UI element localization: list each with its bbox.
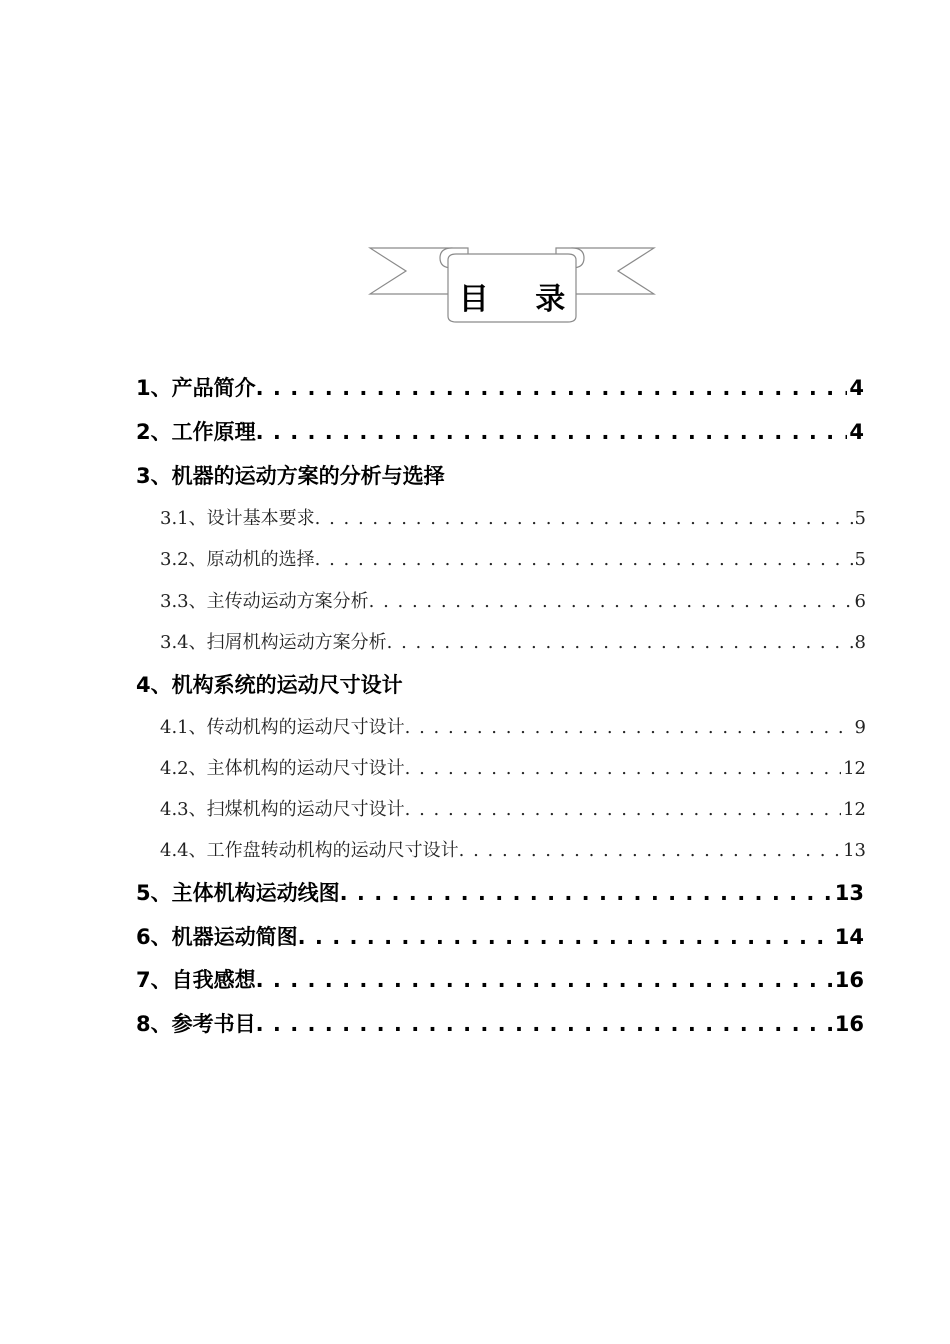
toc-entry[interactable] [136,964,864,996]
toc-entry[interactable] [160,503,866,535]
leader-dots [459,835,841,867]
toc-entry-label: 4.2、主体机构的运动尺寸设计 [160,758,405,779]
toc-entry[interactable] [136,669,864,701]
toc-entry[interactable] [160,835,866,867]
toc-entry-label: 3、机器的运动方案的分析与选择 [136,464,445,488]
toc-entry[interactable] [136,877,864,909]
toc-entry-page: 8 [854,632,866,653]
toc-entry-page: 4 [849,376,864,400]
toc-entry[interactable] [160,586,866,618]
toc-entry[interactable] [136,416,864,448]
leader-dots [387,627,853,659]
toc-entry-label: 7、自我感想 [136,968,256,992]
toc-entry[interactable] [136,1008,864,1040]
toc-entry-label: 3.1、设计基本要求 [160,508,315,529]
toc-entry-page: 6 [854,591,866,612]
toc-entry-page: 4 [849,420,864,444]
toc-entry-label: 4.1、传动机构的运动尺寸设计 [160,717,405,738]
leader-dots [256,1008,833,1040]
toc-entry-label: 3.4、扫屑机构运动方案分析 [160,632,387,653]
toc-entry-page: 16 [834,968,864,992]
toc-entry-label: 4.3、扫煤机构的运动尺寸设计 [160,799,405,820]
toc-entry-label: 6、机器运动简图 [136,925,298,949]
toc-entry[interactable] [160,712,866,744]
leader-dots [256,416,848,448]
toc-entry-label: 3.2、原动机的选择 [160,549,315,570]
toc-title: 目 录 [458,282,584,317]
toc-entry-page: 12 [843,799,866,820]
toc-entry-label: 5、主体机构运动线图 [136,881,340,905]
leader-dots [256,964,833,996]
leader-dots [405,794,841,826]
toc-entry-page: 5 [854,508,866,529]
toc-entry[interactable] [160,544,866,576]
leader-dots [256,372,848,404]
leader-dots [405,753,841,785]
leader-dots [315,544,853,576]
toc-entry-page: 13 [843,840,866,861]
toc-entry-page: 5 [854,549,866,570]
toc-entry[interactable] [136,372,864,404]
leader-dots [315,503,853,535]
toc-entry[interactable] [136,460,864,492]
toc-entry-label: 4.4、工作盘转动机构的运动尺寸设计 [160,840,459,861]
toc-entry-page: 16 [834,1012,864,1036]
toc-entry-page: 9 [854,717,866,738]
toc-entry-label: 2、工作原理 [136,420,256,444]
toc-entry-label: 3.3、主传动运动方案分析 [160,591,369,612]
toc-entry[interactable] [136,921,864,953]
toc-entry-label: 8、参考书目 [136,1012,256,1036]
toc-entry-label: 4、机构系统的运动尺寸设计 [136,673,403,697]
leader-dots [405,712,853,744]
leader-dots [369,586,853,618]
toc-entry-page: 13 [834,881,864,905]
toc-entry[interactable] [160,627,866,659]
leader-dots [340,877,833,909]
leader-dots [298,921,833,953]
toc-entry-page: 12 [843,758,866,779]
toc-entry-label: 1、产品简介 [136,376,256,400]
toc-entry[interactable] [160,794,866,826]
toc-entry[interactable] [160,753,866,785]
toc-entry-page: 14 [834,925,864,949]
